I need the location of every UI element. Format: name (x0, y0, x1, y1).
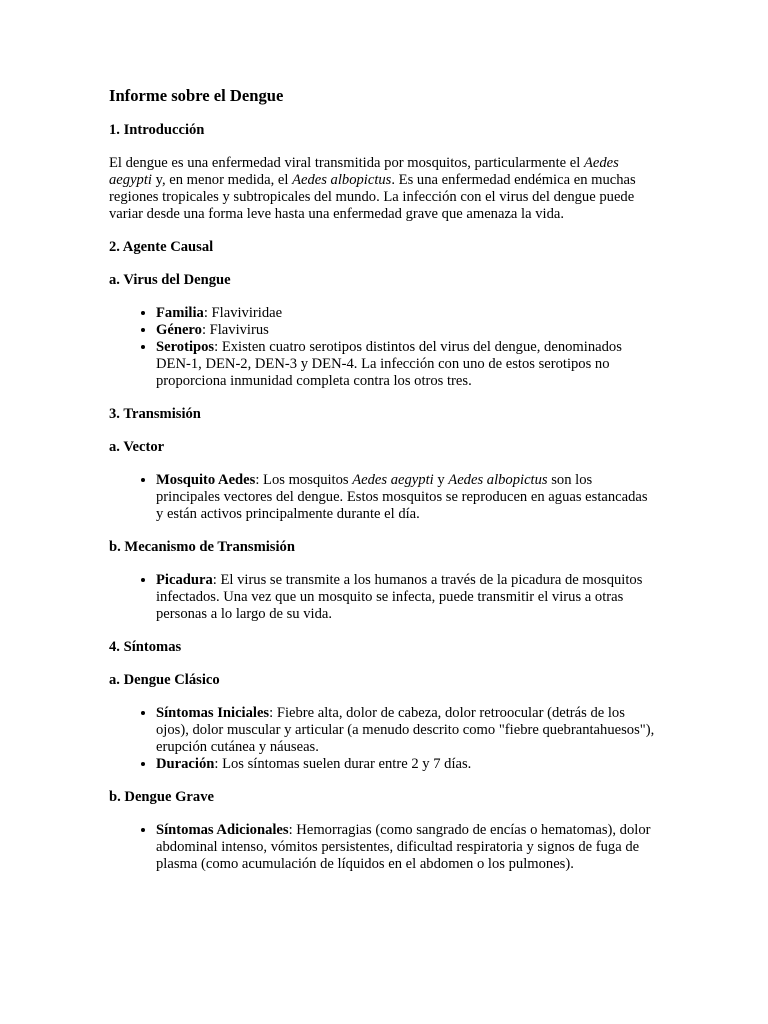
list-item-label: Picadura (156, 572, 213, 588)
list-item-picadura (156, 572, 657, 623)
intro-species-1: Aedes aegypti (109, 155, 619, 188)
list-item-text: : El virus se transmite a los humanos a través de la picadura de mosquitos infectados. Una vez que un mosquito se infecta, puede transmitir el virus a otras personas a lo largo de su vida. (156, 572, 643, 622)
subheading-virus-del-dengue: a. Virus del Dengue (109, 272, 231, 288)
list-item-text: : Hemorragias (como sangrado de encías o hematomas), dolor abdominal intenso, vómitos persistentes, dificultad respiratoria y signos de fuga de plasma (como acumulación de líquidos en el abdomen o los pulmones). (156, 822, 651, 872)
list-item-text: : Flaviviridae (203, 305, 283, 321)
list-item-text: y (433, 472, 449, 488)
list-item-text: : Los mosquitos (255, 472, 353, 488)
list-item-text: : Flavivirus (201, 322, 269, 338)
list-item-text: : Existen cuatro serotipos distintos del virus del dengue, denominados DEN-1, DEN-2, DEN-3 y DEN-4. La infección con uno de estos serotipos no proporciona inmunidad completa contra los otros tres. (156, 339, 622, 389)
list-item-label: Género (156, 322, 202, 338)
list-item-label: Mosquito Aedes (156, 472, 256, 488)
intro-paragraph (109, 155, 657, 223)
subheading-vector: a. Vector (109, 439, 165, 455)
section-heading-agente-causal: 2. Agente Causal (109, 239, 214, 255)
list-item-genero (156, 322, 657, 339)
intro-text-2: y, en menor medida, el (151, 172, 293, 188)
subheading-mecanismo: b. Mecanismo de Transmisión (109, 539, 295, 555)
list-item-sintomas-adicionales (156, 822, 657, 873)
list-item-label: Serotipos (156, 339, 215, 355)
list-item-mosquito-aedes (156, 472, 657, 523)
subheading-dengue-grave: b. Dengue Grave (109, 789, 214, 805)
list-item-label: Familia (156, 305, 204, 321)
list-item-serotipos (156, 339, 657, 390)
list-item-duracion (156, 756, 657, 773)
intro-text-1: El dengue es una enfermedad viral transmitida por mosquitos, particularmente el (109, 155, 584, 171)
classic-list (109, 705, 657, 773)
section-heading-introduccion: 1. Introducción (109, 122, 205, 138)
list-item-sintomas-iniciales (156, 705, 657, 756)
list-item-label: Duración (156, 756, 215, 772)
list-item-text: : Los síntomas suelen durar entre 2 y 7 días. (214, 756, 472, 772)
list-item-label: Síntomas Iniciales (156, 705, 270, 721)
severe-list (109, 822, 657, 873)
list-item-label: Síntomas Adicionales (156, 822, 289, 838)
intro-text-3: . Es una enfermedad endémica en muchas regiones tropicales y subtropicales del mundo. La infección con el virus del dengue puede variar desde una forma leve hasta una enfermedad grave que amenaza la vida. (109, 172, 636, 222)
intro-species-2: Aedes albopictus (292, 172, 392, 188)
document-title: Informe sobre el Dengue (109, 86, 284, 105)
species-albopictus: Aedes albopictus (448, 472, 548, 488)
section-heading-sintomas: 4. Síntomas (109, 639, 182, 655)
document-page (109, 86, 657, 889)
virus-list (109, 305, 657, 390)
mechanism-list (109, 572, 657, 623)
list-item-text: : Fiebre alta, dolor de cabeza, dolor retroocular (detrás de los ojos), dolor muscular y articular (a menudo descrito como "fiebre quebrantahuesos"), erupción cutánea y náuseas. (156, 705, 655, 755)
subheading-dengue-clasico: a. Dengue Clásico (109, 672, 220, 688)
list-item-text: son los principales vectores del dengue. Estos mosquitos se reproducen en aguas estancadas y están activos principalmente durante el día. (156, 472, 648, 522)
vector-list (109, 472, 657, 523)
species-aegypti: Aedes aegypti (352, 472, 434, 488)
section-heading-transmision: 3. Transmisión (109, 406, 201, 422)
list-item-familia (156, 305, 657, 322)
